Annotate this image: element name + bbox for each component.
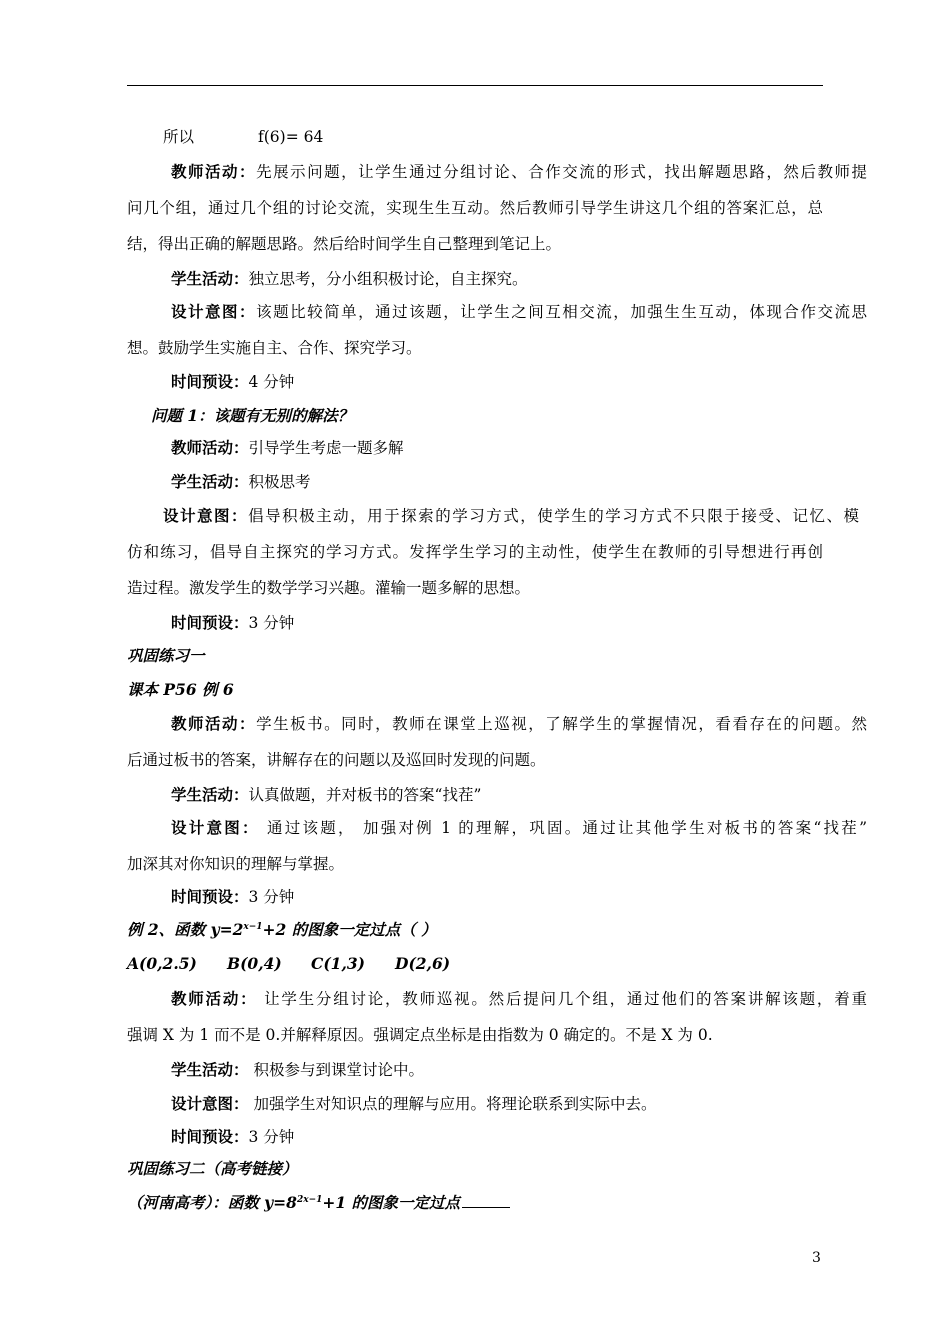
text: 独立思考，分小组积极讨论，自主探究。 — [248, 270, 528, 288]
label-time: 时间预设： — [171, 372, 249, 391]
label-student: 学生活动： — [171, 785, 249, 804]
text: 4 分钟 — [248, 373, 295, 391]
section-heading-2: 课本 P56 例 6 — [127, 680, 234, 699]
conclusion-line — [127, 127, 859, 147]
text: 后通过板书的答案，讲解存在的问题以及巡回时发现的问题。 — [127, 751, 546, 769]
example-text: 例 2、函数 y=2 — [127, 920, 244, 939]
label-teacher: 教师活动： — [171, 714, 257, 733]
option-a: A(0,2.5) — [127, 954, 197, 973]
text: 让学生分组讨论，教师巡视。然后提问几个组，通过他们的答案讲解该题，着重 — [257, 990, 867, 1008]
text: 3 分钟 — [248, 1128, 295, 1146]
label-student: 学生活动： — [171, 1060, 249, 1079]
text: 学生板书。同时，教师在课堂上巡视，了解学生的掌握情况，看看存在的问题。然 — [256, 715, 867, 733]
text: 积极参与到课堂讨论中。 — [248, 1061, 424, 1079]
label-student: 学生活动： — [171, 472, 249, 491]
text-line — [127, 1025, 823, 1045]
label-teacher: 教师活动： — [171, 989, 258, 1008]
text-line — [127, 234, 823, 254]
time-2 — [127, 613, 867, 633]
section-heading-1: 巩固练习一 — [127, 646, 205, 665]
option-b: B(0,4) — [227, 954, 282, 973]
option-c: C(1,3) — [311, 954, 365, 973]
label-design: 设计意图： — [171, 818, 260, 837]
text: 倡导积极主动，用于探索的学习方式，使学生的学习方式不只限于接受、记忆、模 — [248, 507, 859, 525]
teacher-activity-2 — [127, 438, 867, 458]
design-intent-2 — [127, 506, 859, 526]
time-4 — [127, 1127, 867, 1147]
label-teacher: 教师活动： — [171, 438, 249, 457]
student-activity-2 — [127, 472, 867, 492]
text-line — [127, 578, 823, 598]
text: 想。鼓励学生实施自主、合作、探究学习。 — [127, 339, 422, 357]
time-1 — [127, 372, 867, 392]
conclusion-formula: f(6)= 64 — [258, 128, 324, 146]
label-design: 设计意图： — [171, 302, 257, 321]
text: 造过程。激发学生的数学学习兴趣。灌输一题多解的思想。 — [127, 579, 531, 597]
option-d: D(2,6) — [395, 954, 451, 973]
text-line — [127, 854, 823, 874]
design-intent-3 — [127, 818, 867, 838]
text: 该题比较简单，通过该题，让学生之间互相交流，加强生生互动，体现合作交流思 — [256, 303, 867, 321]
text: 认真做题，并对板书的答案“找茬” — [248, 786, 482, 804]
text-line — [127, 338, 823, 358]
teacher-activity-4 — [127, 989, 867, 1009]
label-time: 时间预设： — [171, 1127, 249, 1146]
time-3 — [127, 887, 867, 907]
label-teacher: 教师活动： — [171, 162, 257, 181]
text: 3 分钟 — [248, 888, 295, 906]
teacher-activity-3 — [127, 714, 867, 734]
design-intent-1 — [127, 302, 867, 322]
label-design: 设计意图： — [171, 1094, 249, 1113]
gaokao-question — [127, 1193, 823, 1213]
text: 先展示问题，让学生通过分组讨论、合作交流的形式，找出解题思路，然后教师提 — [256, 163, 867, 181]
text: 问几个组，通过几个组的讨论交流，实现生生互动。然后教师引导学生讲这几个组的答案汇总，总 — [127, 199, 823, 217]
text: 通过该题， 加强对例 1 的理解，巩固。通过让其他学生对板书的答案“找茬” — [259, 819, 867, 837]
student-activity-3 — [127, 785, 867, 805]
header-rule — [127, 85, 823, 86]
student-activity-1 — [127, 269, 867, 289]
text: 仿和练习，倡导自主探究的学习方式。发挥学生学习的主动性，使学生在教师的引导想进行再创 — [127, 543, 823, 561]
design-intent-4 — [127, 1094, 867, 1114]
text: 3 分钟 — [248, 614, 295, 632]
question-text: （河南高考）：函数 y=8 — [127, 1193, 297, 1212]
text: 加强学生对知识点的理解与应用。将理论联系到实际中去。 — [248, 1095, 657, 1113]
options-line — [127, 954, 823, 974]
label-time: 时间预设： — [171, 887, 249, 906]
text: 引导学生考虑一题多解 — [248, 439, 404, 457]
text: 积极思考 — [248, 473, 311, 491]
text-line — [127, 750, 823, 770]
question-1: 问题 1：该题有无别的解法？ — [151, 406, 354, 425]
conclusion-label: 所以 — [163, 128, 195, 146]
page-number: 3 — [812, 1250, 821, 1266]
text: 强调 X 为 1 而不是 0.并解释原因。强调定点坐标是由指数为 0 确定的。不是 X 为 0. — [127, 1026, 713, 1044]
student-activity-4 — [127, 1060, 867, 1080]
teacher-activity-1 — [127, 162, 867, 182]
text-line — [127, 542, 823, 562]
exponent: x−1 — [243, 922, 263, 932]
text-line — [127, 198, 823, 218]
question-text: +1 的图象一定过点 — [322, 1193, 461, 1212]
answer-blank — [462, 1193, 510, 1208]
text: 结，得出正确的解题思路。然后给时间学生自己整理到笔记上。 — [127, 235, 562, 253]
example-text: +2 的图象一定过点（ ） — [262, 920, 437, 939]
section-heading-3: 巩固练习二（高考链接） — [127, 1159, 298, 1178]
label-time: 时间预设： — [171, 613, 249, 632]
exponent: 2x−1 — [296, 1195, 323, 1205]
label-student: 学生活动： — [171, 269, 249, 288]
label-design: 设计意图： — [163, 506, 249, 525]
text: 加深其对你知识的理解与掌握。 — [127, 855, 345, 873]
example-2 — [127, 920, 823, 940]
